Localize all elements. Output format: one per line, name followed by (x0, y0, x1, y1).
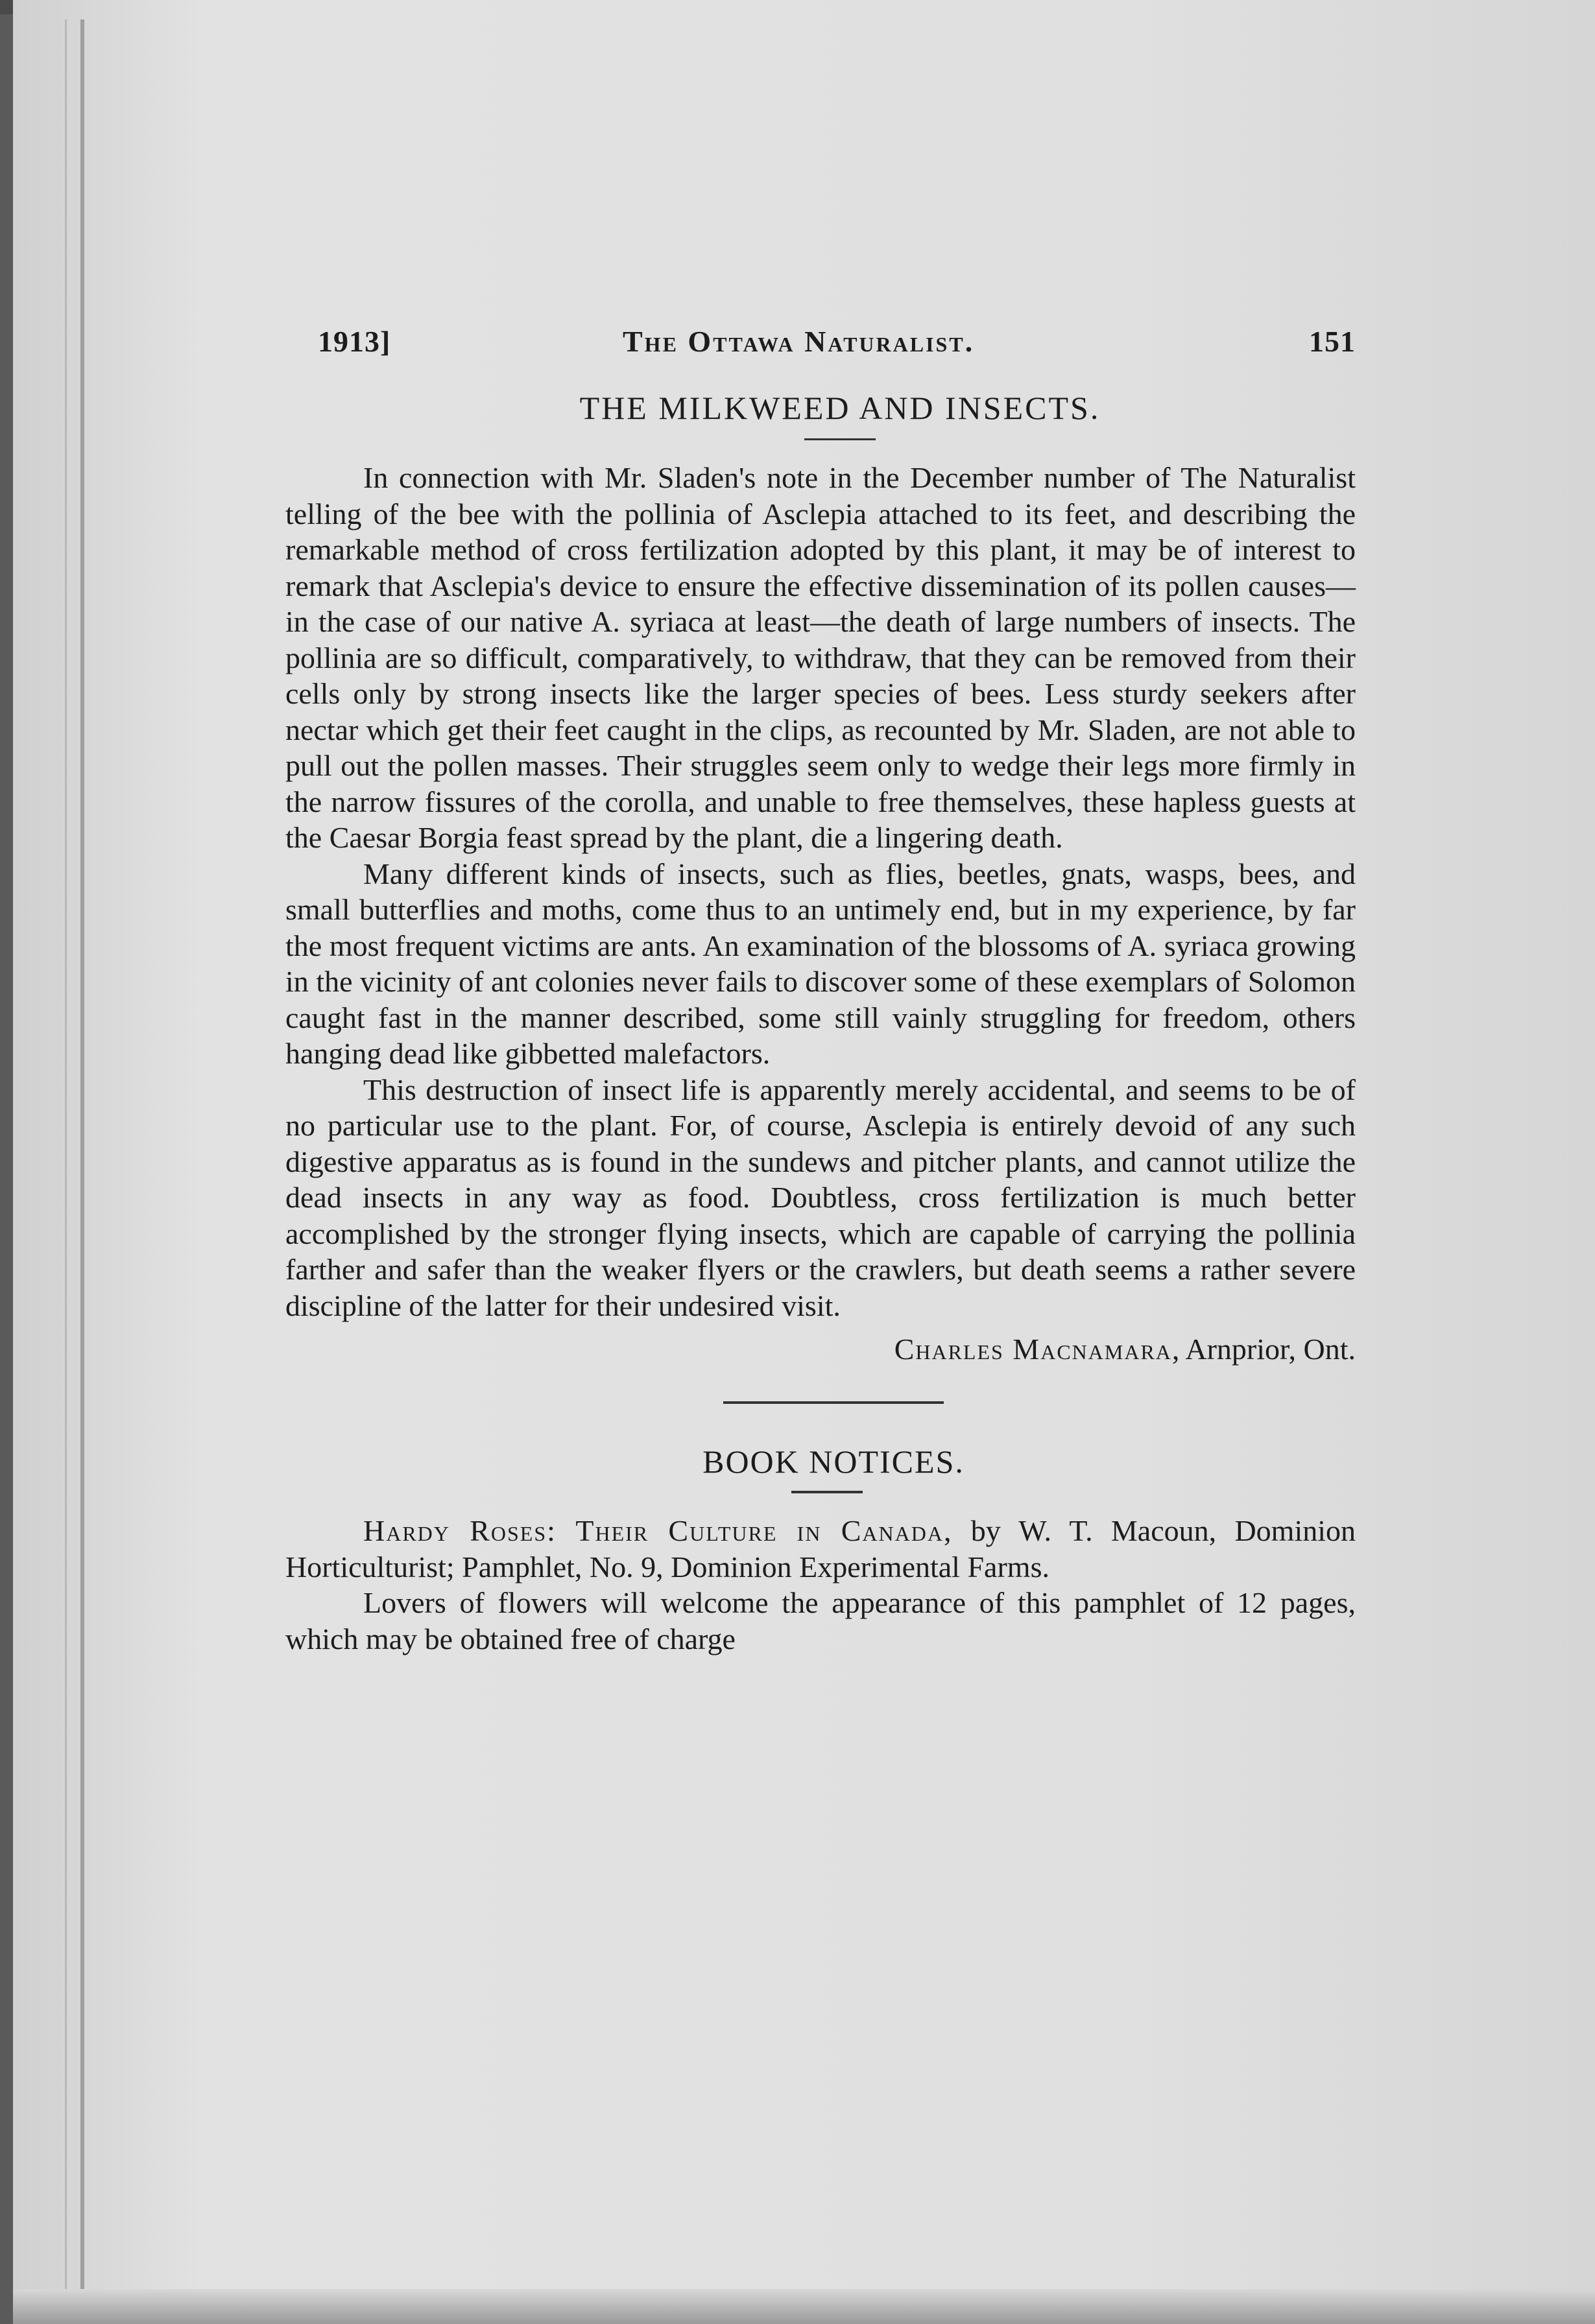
book-notice-paragraph: Lovers of flowers will welcome the appearance of this pamphlet of 12 pages, which may be obtained free of charge (285, 1586, 1356, 1655)
section-divider (723, 1401, 944, 1404)
page-gutter-line (80, 19, 84, 2315)
title-rule (804, 438, 876, 440)
article-title: THE MILKWEED AND INSECTS. (579, 390, 1101, 426)
book-notices-title: BOOK NOTICES. (702, 1443, 965, 1480)
article-signature (285, 1330, 1356, 1369)
page-content (285, 311, 1356, 1657)
running-head (285, 311, 1356, 363)
article-paragraph-3: This destruction of insect life is apparently merely accidental, and seems to be of no particular use to the plant. For, of course, Asclepia is entirely devoid of any such digestive apparatus as is found in the sundews and pitcher plants, and cannot utilize the dead insects in any way as food. Doubtless, cross fertilization is much better accomplished by the stronger flying insects, which are capable of carrying the pollinia farther and safer than the weaker flyers or the crawlers, but death seems a rather severe discipline of the latter for their undesired visit. (285, 1073, 1356, 1322)
page-binding-shadow (65, 19, 67, 2315)
author-name: Charles Macnamara (894, 1333, 1172, 1366)
book-notices-rule (791, 1491, 863, 1493)
book-entry-title: Hardy Roses: Their Culture in Canada, (363, 1514, 953, 1547)
article-paragraph-2: Many different kinds of insects, such as flies, beetles, gnats, wasps, bees, and small butterflies and moths, come thus to an untimely end, but in my experience, by far the most frequent victims are ants. An examination of the blossoms of A. syriaca growing in the vicinity of ant colonies never fails to discover some of these exemplars of Solomon caught fast in the manner described, some still vainly struggling for freedom, others hanging dead like gibbetted malefactors. (285, 857, 1356, 1070)
scan-bottom-edge (13, 2289, 1595, 2324)
book-entry-details: by W. T. Macoun, Dominion Horticulturist; Pamphlet, No. 9, Dominion Experimental Farms. (285, 1514, 1356, 1583)
article-paragraph-1: In connection with Mr. Sladen's note in the December number of The Naturalist telling of the bee with the pollinia of Asclepia attached to its feet, and describing the remarkable method of cross fertilization adopted by this plant, it may be of interest to remark that Asclepia's device to ensure the effective dissemination of its pollen causes—in the case of our native A. syriaca at least—the death of large numbers of insects. The pollinia are so difficult, comparatively, to withdraw, that they can be removed from their cells only by strong insects like the larger species of bees. Less sturdy seekers after nectar which get their feet caught in the clips, as recounted by Mr. Sladen, are not able to pull out the pollen masses. Their struggles seem only to wedge their legs more firmly in the narrow fissures of the corolla, and unable to free themselves, these hapless guests at the Caesar Borgia feast spread by the plant, die a lingering death. (285, 461, 1356, 854)
running-head-year: 1913] (318, 325, 391, 358)
page-number: 151 (1309, 325, 1356, 358)
book-page (13, 0, 1595, 2324)
author-location: , Arnprior, Ont. (1171, 1333, 1356, 1366)
book-entry (285, 1513, 1356, 1585)
running-head-journal: The Ottawa Naturalist. (623, 325, 975, 358)
